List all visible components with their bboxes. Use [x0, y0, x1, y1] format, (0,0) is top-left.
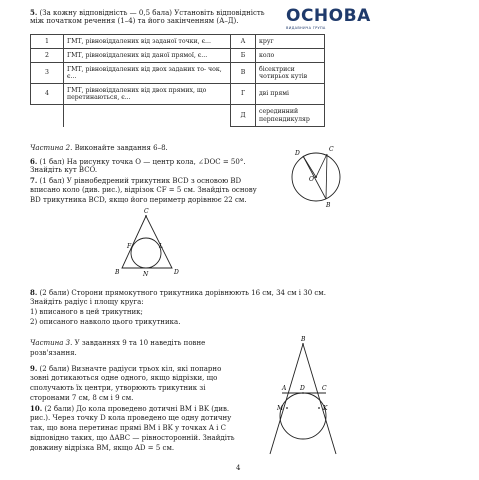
figure-triangle-incircle [110, 206, 190, 278]
sentence-end: бісектриси чотирьох кутів [256, 63, 325, 84]
sentence-start: ГМТ, рівновіддалених від даної прямої, є... [64, 49, 231, 63]
task5-instruction: (За кожну відповідність — 0,5 бала) Установіть відповідність [39, 9, 265, 17]
point-m-label: M [277, 405, 284, 412]
sentence-start [64, 105, 231, 127]
answer-letter: Б [231, 49, 256, 63]
task9-line4: сторонами 7 см, 8 см і 9 см. [30, 394, 134, 402]
answer-letter: Д [231, 105, 256, 127]
point-a-label: A [282, 385, 287, 392]
part2-title: Частина 2. [30, 144, 73, 152]
task9-line2: зовні дотикаються одне одного, якщо відрізки, що [30, 374, 218, 382]
task6-text: (1 бал) На рисунку точка O — центр кола, ∠DOC = 50°. [39, 158, 246, 166]
task10-line4: відповідно таких, що ΔABC — рівносторонній. Знайдіть [30, 434, 235, 442]
task7-line2: вписано коло (див. рис.), відрізок CF = 5 см. Знайдіть основу [30, 186, 257, 194]
point-d-label: D [174, 269, 179, 276]
task7-line3: BD трикутника BCD, якщо його периметр дорівнює 22 см. [30, 196, 247, 204]
point-c-label: C [322, 385, 327, 392]
task8-line2: Знайдіть радіус і площу круга: [30, 298, 144, 306]
point-l-label: L [159, 243, 163, 250]
task10-line1 [30, 404, 229, 414]
table-row [31, 63, 325, 84]
task8-number: 8. [30, 288, 38, 297]
row-number: 4 [31, 84, 64, 105]
sentence-start: ГМТ, рівновіддалених від заданої точки, є... [64, 35, 231, 49]
table-row [31, 84, 325, 105]
task9-text: (2 бали) Визначте радіуси трьох кіл, які попарно [39, 365, 222, 373]
row-number: 1 [31, 35, 64, 49]
point-k-label: K [323, 405, 328, 412]
matching-table [30, 34, 325, 127]
task7-number: 7. [30, 176, 38, 185]
point-d-label: D [300, 385, 305, 392]
part3-line2: розв'язання. [30, 349, 77, 357]
part3-heading [30, 339, 205, 348]
task7-line1 [30, 176, 241, 186]
task9-line3: сполучають їх центри, утворюють трикутник зі [30, 384, 206, 392]
task8-line1 [30, 288, 326, 298]
point-c-label: C [144, 208, 149, 215]
point-f-label: F [127, 243, 132, 250]
table-row [31, 35, 325, 49]
task10-text: (2 бали) До кола проведено дотичні BM і BK (див. [44, 405, 230, 413]
task7-text: (1 бал) У рівнобедрений трикутник BCD з основою BD [39, 177, 242, 185]
task5-instruction-line2: між початком речення (1–4) та його закінченням (А–Д). [30, 17, 239, 25]
table-row [31, 49, 325, 63]
point-c-label: C [329, 146, 334, 153]
logo-name: ОСНОВА [286, 6, 371, 26]
logo-tagline: ВИДАВНИЧА ГРУПА [286, 26, 326, 30]
task9-line1 [30, 364, 221, 374]
point-b-label: B [326, 202, 331, 209]
part3-line1: У завданнях 9 та 10 наведіть повне [74, 339, 206, 347]
sentence-end: коло [256, 49, 325, 63]
answer-letter: В [231, 63, 256, 84]
task10-line3: так, що вона перетинає прямі BM і BK у точках A і C [30, 424, 226, 432]
task5-number: 5. [30, 8, 38, 17]
task10-number: 10. [30, 404, 43, 413]
sentence-end: круг [256, 35, 325, 49]
point-d-label: D [295, 150, 300, 157]
part2-text: Виконайте завдання 6–8. [74, 144, 168, 152]
figure-circle-center-o [282, 140, 350, 210]
answer-letter: А [231, 35, 256, 49]
answer-letter: Г [231, 84, 256, 105]
point-o-label: O [309, 176, 314, 183]
task8-text: (2 бали) Сторони прямокутного трикутника дорівнюють 16 см, 34 см і 30 см. [39, 289, 326, 297]
task10-line5: довжину відрізка BM, якщо AD = 5 см. [30, 444, 175, 452]
part2-heading [30, 144, 168, 153]
row-number: 2 [31, 49, 64, 63]
sentence-start: ГМТ, рівновіддалених від двох прямих, що перетинаються, є... [64, 84, 231, 105]
task10-line2: рис.). Через точку D кола проведено ще одну дотичну [30, 414, 232, 422]
row-number: 3 [31, 63, 64, 84]
point-n-label: N [143, 271, 149, 278]
sentence-start: ГМТ, рівновіддалених від двох заданих то- чок, є... [64, 63, 231, 84]
point-b-label: B [301, 336, 306, 343]
page-number: 4 [236, 464, 241, 472]
point-b-label: B [115, 269, 120, 276]
task6-number: 6. [30, 157, 38, 166]
part3-title: Частина 3. [30, 339, 73, 347]
task9-number: 9. [30, 364, 38, 373]
task8-line4: 2) описаного навколо цього трикутника. [30, 318, 181, 326]
table-row [31, 105, 325, 127]
sentence-end: дві прямі [256, 84, 325, 105]
row-number [31, 105, 64, 127]
figure-tangents-circle [266, 336, 356, 460]
osnova-logo [286, 6, 371, 32]
sentence-end: серединний перпендикуляр [256, 105, 325, 127]
task8-line3: 1) вписаного в цей трикутник; [30, 308, 143, 316]
task6-line2: Знайдіть кут BCO. [30, 166, 98, 174]
